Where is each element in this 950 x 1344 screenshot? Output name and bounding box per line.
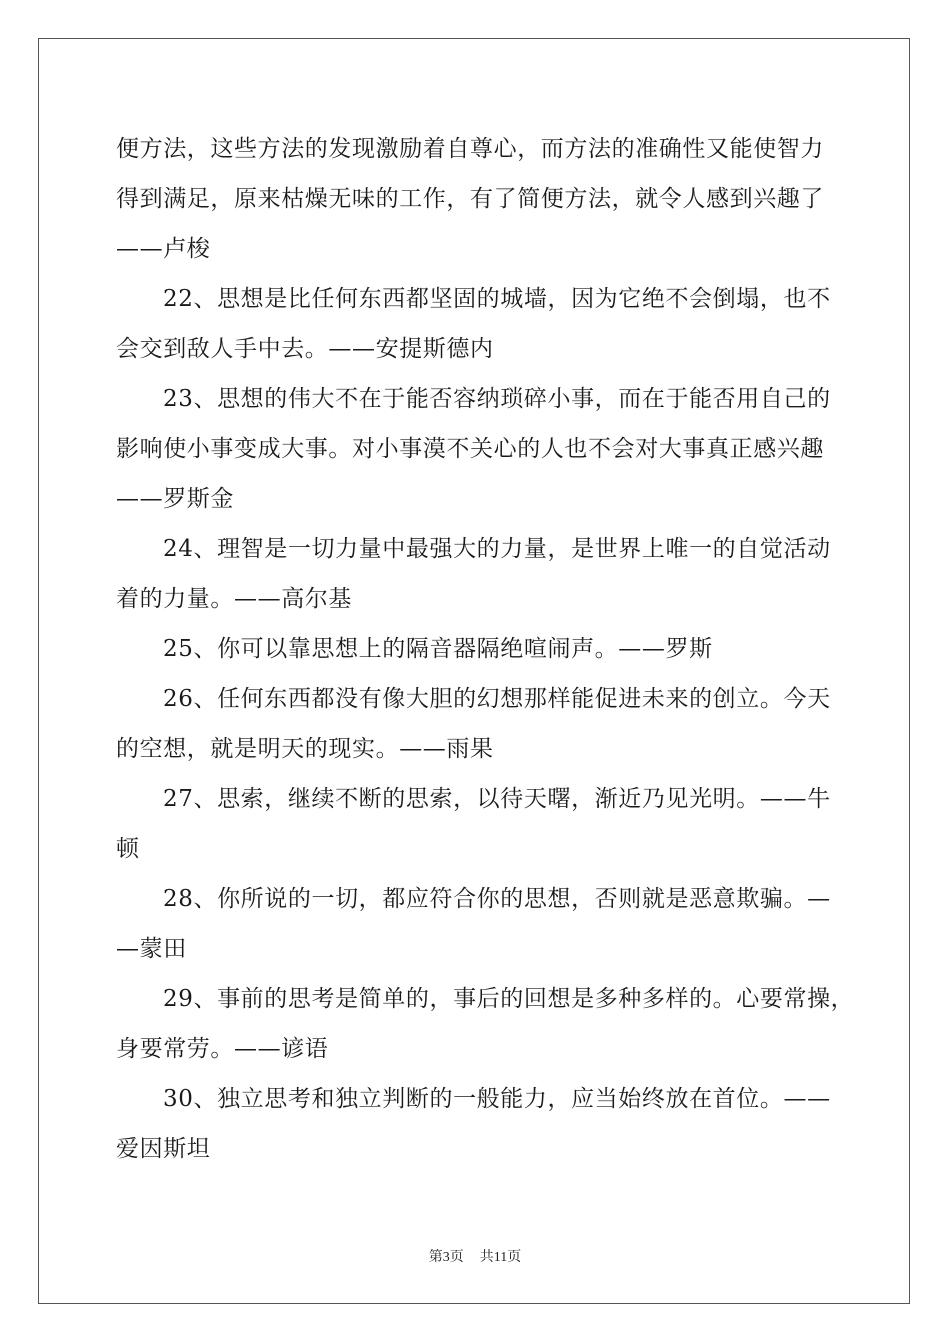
quote-23-line: 23、思想的伟大不在于能否容纳琐碎小事，而在于能否用自己的: [163, 386, 831, 412]
quote-22-line: 22、思想是比任何东西都坚固的城墙，因为它绝不会倒塌，也不: [163, 286, 831, 312]
page-footer: [0, 1246, 950, 1266]
text-line: 得到满足，原来枯燥无味的工作，有了简便方法，就令人感到兴趣了: [116, 186, 824, 212]
text-line: 爱因斯坦: [116, 1136, 211, 1162]
text-line: 的空想，就是明天的现实。——雨果: [116, 736, 494, 762]
page-number: 第3页: [428, 1250, 464, 1265]
quote-26-line: 26、任何东西都没有像大胆的幻想那样能促进未来的创立。今天: [163, 686, 831, 712]
text-line: —蒙田: [116, 936, 187, 962]
quote-30-line: 30、独立思考和独立判断的一般能力，应当始终放在首位。——: [163, 1086, 831, 1112]
text-line: 便方法，这些方法的发现激励着自尊心，而方法的准确性又能使智力: [116, 136, 824, 162]
document-body: [116, 124, 855, 1174]
text-line: 顿: [116, 836, 140, 862]
text-line: 着的力量。——高尔基: [116, 586, 352, 612]
quote-27-line: 27、思索，继续不断的思索，以待天曙，渐近乃见光明。——牛: [163, 786, 831, 812]
quote-29-line: 29、事前的思考是简单的，事后的回想是多种多样的。心要常操，: [163, 986, 855, 1012]
text-line: 影响使小事变成大事。对小事漠不关心的人也不会对大事真正感兴趣: [116, 436, 824, 462]
quote-25-line: 25、你可以靠思想上的隔音器隔绝喧闹声。——罗斯: [163, 636, 713, 662]
text-line: ——卢梭: [116, 236, 211, 262]
text-line: ——罗斯金: [116, 486, 234, 512]
quote-28-line: 28、你所说的一切，都应符合你的思想，否则就是恶意欺骗。—: [163, 886, 831, 912]
quote-24-line: 24、理智是一切力量中最强大的力量，是世界上唯一的自觉活动: [163, 536, 831, 562]
text-line: 身要常劳。——谚语: [116, 1036, 329, 1062]
text-line: 会交到敌人手中去。——安提斯德内: [116, 336, 494, 362]
page-total: 共11页: [479, 1250, 522, 1265]
